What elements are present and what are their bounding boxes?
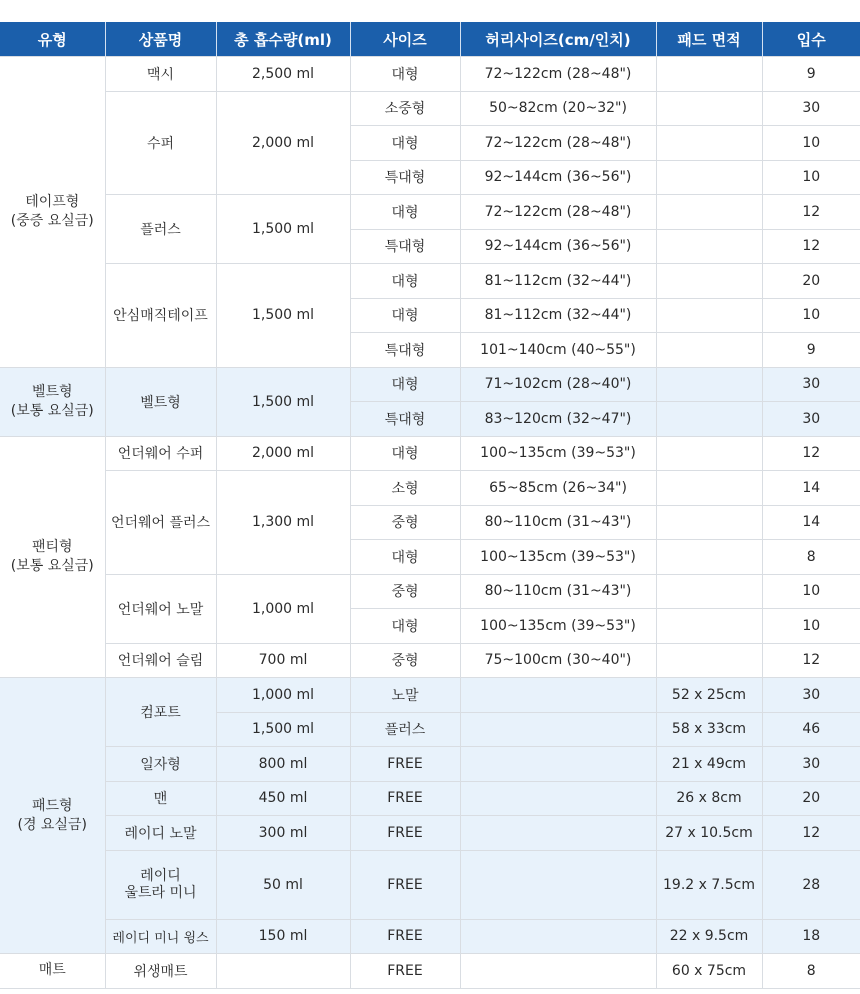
capacity-cell: 2,000 ml (216, 91, 350, 195)
size-cell: 대형 (350, 57, 460, 92)
waist-cell: 92~144cm (36~56") (460, 229, 656, 264)
pad-area-cell (656, 436, 762, 471)
capacity-cell: 1,000 ml (216, 678, 350, 713)
table-header (0, 22, 860, 57)
size-cell: 소중형 (350, 91, 460, 126)
type-sublabel: (보통 요실금) (10, 557, 94, 574)
size-cell: 대형 (350, 195, 460, 230)
product-cell: 레이디 노말 (105, 816, 216, 851)
table-row (0, 367, 860, 402)
count-cell: 12 (762, 643, 860, 678)
table-row (0, 954, 860, 989)
pad-area-cell: 21 x 49cm (656, 747, 762, 782)
pad-area-cell (656, 367, 762, 402)
size-cell: 특대형 (350, 402, 460, 437)
size-cell: 대형 (350, 298, 460, 333)
pad-area-cell (656, 505, 762, 540)
product-cell: 수퍼 (105, 91, 216, 195)
group-panty (0, 436, 860, 678)
waist-cell (460, 850, 656, 919)
count-cell: 20 (762, 781, 860, 816)
product-cell: 벨트형 (105, 367, 216, 436)
capacity-cell: 2,000 ml (216, 436, 350, 471)
pad-area-cell (656, 160, 762, 195)
table-row (0, 264, 860, 299)
pad-area-cell: 22 x 9.5cm (656, 919, 762, 954)
capacity-cell: 2,500 ml (216, 57, 350, 92)
group-mat (0, 954, 860, 989)
table-row (0, 781, 860, 816)
pad-area-cell (656, 229, 762, 264)
type-cell-tape (0, 57, 105, 368)
type-label: 벨트형 (31, 383, 73, 400)
table-row (0, 471, 860, 506)
size-cell: 대형 (350, 540, 460, 575)
product-cell: 컴포트 (105, 678, 216, 747)
count-cell: 9 (762, 57, 860, 92)
pad-area-cell: 52 x 25cm (656, 678, 762, 713)
header-count: 입수 (762, 22, 860, 57)
size-cell: FREE (350, 954, 460, 989)
waist-cell (460, 747, 656, 782)
count-cell: 10 (762, 160, 860, 195)
type-label: 매트 (38, 962, 66, 979)
count-cell: 28 (762, 850, 860, 919)
capacity-cell: 1,000 ml (216, 574, 350, 643)
product-cell: 플러스 (105, 195, 216, 264)
capacity-cell: 1,300 ml (216, 471, 350, 575)
product-cell: 언더웨어 수퍼 (105, 436, 216, 471)
waist-cell (460, 816, 656, 851)
size-cell: 중형 (350, 505, 460, 540)
count-cell: 20 (762, 264, 860, 299)
product-spec-table (0, 22, 860, 989)
size-cell: 중형 (350, 643, 460, 678)
waist-cell: 100~135cm (39~53") (460, 436, 656, 471)
size-cell: 특대형 (350, 333, 460, 368)
waist-cell: 80~110cm (31~43") (460, 505, 656, 540)
count-cell: 9 (762, 333, 860, 368)
type-label: 테이프형 (25, 193, 80, 210)
count-cell: 46 (762, 712, 860, 747)
pad-area-cell (656, 609, 762, 644)
capacity-cell: 50 ml (216, 850, 350, 919)
product-cell: 언더웨어 노말 (105, 574, 216, 643)
table-row (0, 91, 860, 126)
size-cell: FREE (350, 781, 460, 816)
waist-cell: 65~85cm (26~34") (460, 471, 656, 506)
size-cell: 대형 (350, 609, 460, 644)
capacity-cell: 700 ml (216, 643, 350, 678)
product-name-line1: 레이디 (140, 867, 181, 884)
group-pad (0, 678, 860, 954)
size-cell: 소형 (350, 471, 460, 506)
count-cell: 30 (762, 367, 860, 402)
product-cell: 안심매직테이프 (105, 264, 216, 368)
size-cell: FREE (350, 850, 460, 919)
count-cell: 30 (762, 91, 860, 126)
waist-cell (460, 954, 656, 989)
capacity-cell: 1,500 ml (216, 264, 350, 368)
count-cell: 10 (762, 574, 860, 609)
waist-cell: 72~122cm (28~48") (460, 126, 656, 161)
table-row (0, 574, 860, 609)
group-belt (0, 367, 860, 436)
type-cell-panty (0, 436, 105, 678)
product-name-line2: 울트라 미니 (124, 884, 197, 901)
type-cell-belt (0, 367, 105, 436)
count-cell: 12 (762, 195, 860, 230)
type-label: 패드형 (31, 797, 73, 814)
pad-area-cell (656, 540, 762, 575)
pad-area-cell (656, 333, 762, 368)
count-cell: 10 (762, 609, 860, 644)
count-cell: 18 (762, 919, 860, 954)
size-cell: 특대형 (350, 229, 460, 264)
count-cell: 10 (762, 126, 860, 161)
pad-area-cell (656, 574, 762, 609)
type-label: 팬티형 (31, 538, 73, 555)
waist-cell: 72~122cm (28~48") (460, 195, 656, 230)
waist-cell: 75~100cm (30~40") (460, 643, 656, 678)
pad-area-cell (656, 402, 762, 437)
pad-area-cell (656, 57, 762, 92)
pad-area-cell (656, 471, 762, 506)
count-cell: 12 (762, 229, 860, 264)
table-row (0, 57, 860, 92)
pad-area-cell (656, 126, 762, 161)
product-cell: 맥시 (105, 57, 216, 92)
waist-cell: 50~82cm (20~32") (460, 91, 656, 126)
capacity-cell: 450 ml (216, 781, 350, 816)
waist-cell: 101~140cm (40~55") (460, 333, 656, 368)
header-product: 상품명 (105, 22, 216, 57)
pad-area-cell (656, 643, 762, 678)
waist-cell: 81~112cm (32~44") (460, 264, 656, 299)
type-sublabel: (중증 요실금) (10, 212, 94, 229)
count-cell: 8 (762, 540, 860, 575)
waist-cell: 100~135cm (39~53") (460, 540, 656, 575)
capacity-cell: 1,500 ml (216, 195, 350, 264)
pad-area-cell: 58 x 33cm (656, 712, 762, 747)
group-tape (0, 57, 860, 368)
type-cell-mat (0, 954, 105, 989)
product-cell: 맨 (105, 781, 216, 816)
product-cell: 언더웨어 슬림 (105, 643, 216, 678)
size-cell: 대형 (350, 126, 460, 161)
product-cell (105, 850, 216, 919)
waist-cell (460, 712, 656, 747)
table-row (0, 436, 860, 471)
product-cell: 일자형 (105, 747, 216, 782)
waist-cell: 81~112cm (32~44") (460, 298, 656, 333)
header-row (0, 22, 860, 57)
waist-cell: 83~120cm (32~47") (460, 402, 656, 437)
table-row (0, 678, 860, 713)
waist-cell: 80~110cm (31~43") (460, 574, 656, 609)
capacity-cell: 1,500 ml (216, 712, 350, 747)
header-waist: 허리사이즈(cm/인치) (460, 22, 656, 57)
count-cell: 14 (762, 505, 860, 540)
header-type: 유형 (0, 22, 105, 57)
count-cell: 30 (762, 678, 860, 713)
table-row (0, 919, 860, 954)
capacity-cell: 1,500 ml (216, 367, 350, 436)
size-cell: FREE (350, 919, 460, 954)
product-cell: 레이디 미니 윙스 (105, 919, 216, 954)
size-cell: FREE (350, 816, 460, 851)
table-row (0, 195, 860, 230)
count-cell: 12 (762, 436, 860, 471)
capacity-cell (216, 954, 350, 989)
product-cell: 언더웨어 플러스 (105, 471, 216, 575)
pad-area-cell (656, 298, 762, 333)
pad-area-cell: 60 x 75cm (656, 954, 762, 989)
pad-area-cell: 26 x 8cm (656, 781, 762, 816)
header-capacity: 총 흡수량(ml) (216, 22, 350, 57)
pad-area-cell: 19.2 x 7.5cm (656, 850, 762, 919)
type-cell-pad (0, 678, 105, 954)
header-pad-area: 패드 면적 (656, 22, 762, 57)
waist-cell: 72~122cm (28~48") (460, 57, 656, 92)
count-cell: 14 (762, 471, 860, 506)
size-cell: 대형 (350, 367, 460, 402)
size-cell: 플러스 (350, 712, 460, 747)
waist-cell (460, 678, 656, 713)
pad-area-cell: 27 x 10.5cm (656, 816, 762, 851)
waist-cell (460, 781, 656, 816)
type-sublabel: (보통 요실금) (10, 402, 94, 419)
pad-area-cell (656, 91, 762, 126)
type-sublabel: (경 요실금) (17, 816, 87, 833)
count-cell: 30 (762, 402, 860, 437)
table-row (0, 643, 860, 678)
waist-cell: 92~144cm (36~56") (460, 160, 656, 195)
capacity-cell: 800 ml (216, 747, 350, 782)
waist-cell: 71~102cm (28~40") (460, 367, 656, 402)
size-cell: 대형 (350, 264, 460, 299)
pad-area-cell (656, 195, 762, 230)
count-cell: 8 (762, 954, 860, 989)
table-row (0, 747, 860, 782)
count-cell: 10 (762, 298, 860, 333)
capacity-cell: 300 ml (216, 816, 350, 851)
size-cell: 특대형 (350, 160, 460, 195)
header-size: 사이즈 (350, 22, 460, 57)
count-cell: 30 (762, 747, 860, 782)
size-cell: 중형 (350, 574, 460, 609)
size-cell: FREE (350, 747, 460, 782)
waist-cell (460, 919, 656, 954)
capacity-cell: 150 ml (216, 919, 350, 954)
size-cell: 노말 (350, 678, 460, 713)
size-cell: 대형 (350, 436, 460, 471)
pad-area-cell (656, 264, 762, 299)
table-row (0, 816, 860, 851)
table-row (0, 850, 860, 919)
product-cell: 위생매트 (105, 954, 216, 989)
waist-cell: 100~135cm (39~53") (460, 609, 656, 644)
count-cell: 12 (762, 816, 860, 851)
